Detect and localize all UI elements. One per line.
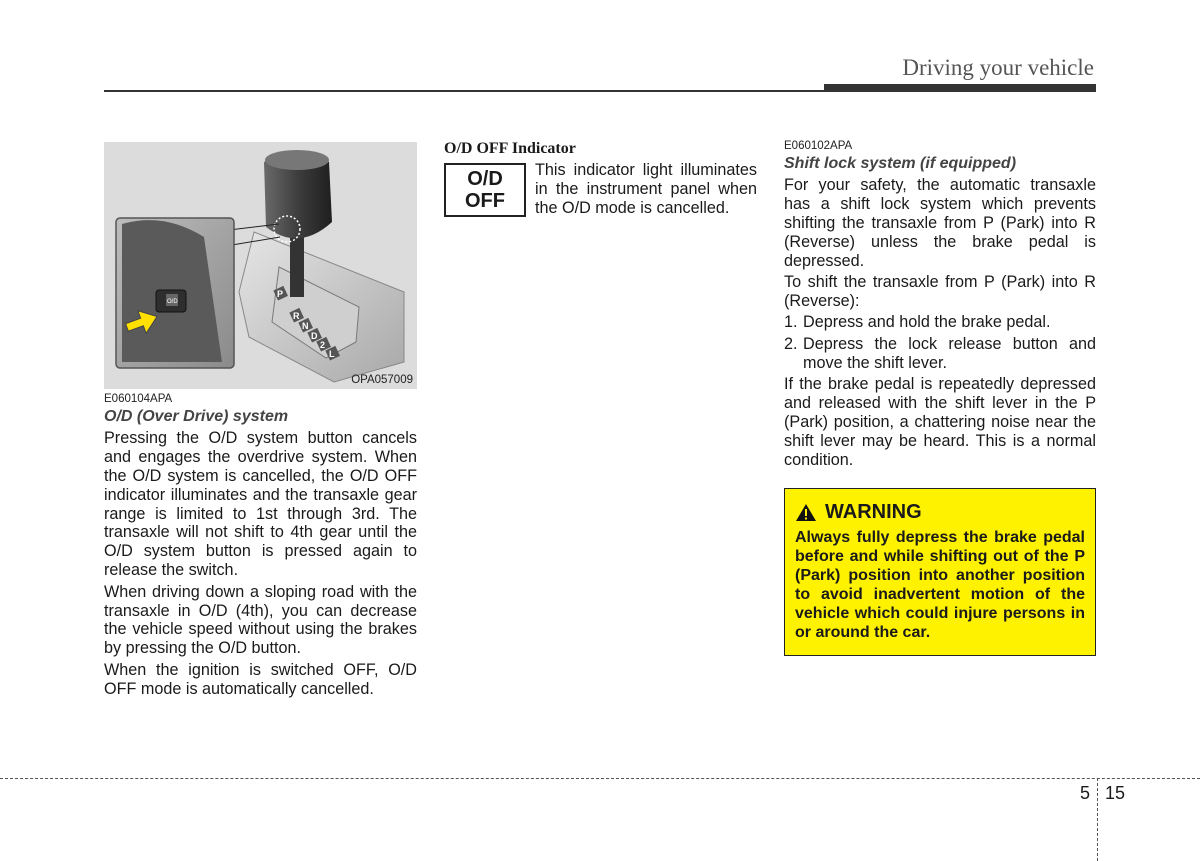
- paragraph: If the brake pedal is repeatedly depressed and released with the shift lever in the P (Park) position, a chattering noise near the shift lever may be heard. This is a normal condition.: [784, 374, 1096, 469]
- paragraph: To shift the transaxle from P (Park) into R (Reverse):: [784, 272, 1096, 310]
- section-code: E060104APA: [104, 393, 173, 405]
- figure-code: OPA057009: [351, 374, 413, 386]
- list-number: 2.: [784, 334, 798, 353]
- indicator-heading: O/D OFF Indicator: [444, 140, 576, 157]
- shift-lever-illustration: [104, 142, 417, 389]
- paragraph: When driving down a sloping road with the transaxle in O/D (4th), you can decrease the vehicle speed without using the brakes by pressing the O/D button.: [104, 582, 417, 658]
- section-number: 5: [1080, 783, 1091, 803]
- od-off-indicator-section: [444, 140, 757, 217]
- gear-letter: D: [311, 331, 318, 341]
- header-rule: [104, 90, 826, 92]
- gear-letter: N: [302, 321, 309, 331]
- paragraph: Pressing the O/D system button cancels and engages the overdrive system. When the O/D system is cancelled, the O/D OFF indicator illuminates and the transaxle gear range is limited to 1st through 3rd. The transaxle will not shift to 4th gear until the O/D system button is pressed again to release the switch.: [104, 428, 417, 580]
- paragraph: For your safety, the automatic transaxle has a shift lock system which prevents shifting the transaxle from P (Park) into R (Reverse) unless the brake pedal is depressed.: [784, 175, 1096, 270]
- indicator-icon-line: O/D: [467, 168, 503, 190]
- od-off-indicator-icon: [444, 163, 526, 217]
- header-rule-accent: [824, 84, 1096, 92]
- list-item: [784, 335, 1096, 373]
- od-button-label: O/D: [167, 299, 178, 305]
- shift-lever-figure: [104, 142, 417, 389]
- footer-divider: [0, 778, 1200, 779]
- footer-divider-vertical: [1097, 778, 1098, 861]
- list-item: [784, 313, 1096, 332]
- warning-header: [795, 501, 1085, 524]
- warning-title: WARNING: [825, 501, 922, 523]
- od-system-section: [104, 392, 417, 701]
- page-number: 15: [1105, 783, 1126, 803]
- list-text: Depress the lock release button and move the shift lever.: [803, 334, 1096, 372]
- page-header-title: Driving your vehicle: [902, 55, 1094, 80]
- warning-triangle-icon: [795, 503, 817, 522]
- gear-letter: P: [277, 289, 284, 299]
- list-number: 1.: [784, 313, 798, 332]
- list-text: Depress and hold the brake pedal.: [803, 313, 1051, 332]
- section-code: E060102APA: [784, 140, 853, 152]
- gear-letter: L: [329, 349, 335, 359]
- shift-lock-section: [784, 139, 1096, 472]
- warning-box: [784, 488, 1096, 656]
- section-subheading: Shift lock system (if equipped): [784, 155, 1017, 172]
- indicator-description: This indicator light illuminates in the instrument panel when the O/D mode is cancelled.: [535, 161, 757, 217]
- paragraph: When the ignition is switched OFF, O/D OFF mode is automatically cancelled.: [104, 660, 417, 698]
- gear-letter: 2: [320, 340, 326, 350]
- warning-text: Always fully depress the brake pedal before and while shifting out of the P (Park) position into another position to avoid inadvertent motion of the vehicle which could injure persons in or around the car.: [795, 529, 1085, 641]
- section-subheading: O/D (Over Drive) system: [104, 408, 289, 425]
- indicator-icon-line: OFF: [465, 190, 505, 212]
- gear-letter: R: [293, 311, 300, 321]
